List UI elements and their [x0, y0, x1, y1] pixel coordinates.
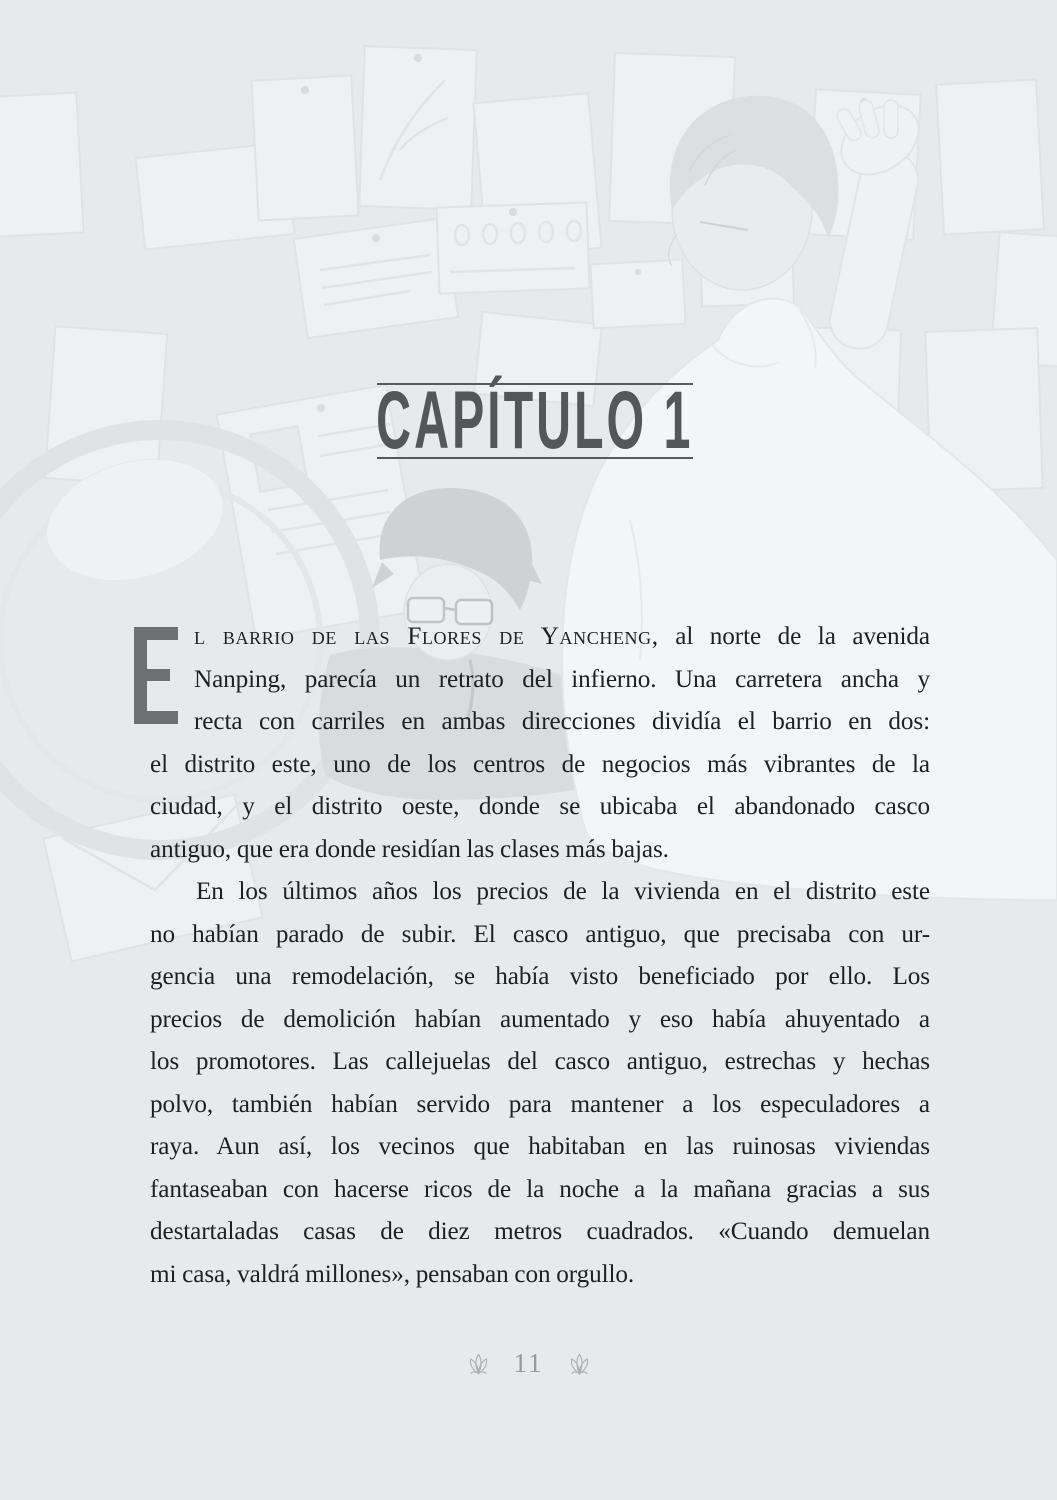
chapter-title: CAPÍTULO 1 [376, 375, 694, 467]
text-line: no habían parado de subir. El casco antiguo, que precisaba con ur- [150, 920, 930, 948]
text-line: Nanping, parecía un retrato del infierno. Una carretera ancha y [194, 665, 930, 693]
text-line: recta con carriles en ambas direcciones dividía el barrio en dos: [194, 708, 930, 735]
first-line-rest: al norte de la avenida [675, 623, 930, 650]
drop-cap-glyph [134, 627, 178, 724]
flower-ornament-right-icon [566, 1350, 593, 1377]
text-line: antiguo, que era donde residían las clases más bajas. [150, 835, 669, 863]
page-number: 11 [513, 1348, 544, 1378]
flower-ornament-left-icon [465, 1350, 492, 1377]
text-line: fantaseaban con hacerse ricos de la noche a la mañana gracias a sus [150, 1175, 930, 1203]
text-line: destartaladas casas de diez metros cuadrados. «Cuando demuelan [150, 1218, 930, 1245]
text-line: mi casa, valdrá millones», pensaban con orgullo. [150, 1260, 635, 1288]
text-line: ciudad, y el distrito oeste, donde se ubicaba el abandonado casco [150, 793, 930, 820]
chapter-title-block [376, 375, 694, 467]
paragraph-1 [150, 616, 930, 871]
smallcaps-text: l barrio de las Flores de Yancheng, [194, 623, 659, 650]
body-text [150, 616, 930, 1296]
drop-cap [134, 627, 178, 724]
text-line: precios de demolición habían aumentado y eso había ahuyentado a [150, 1005, 930, 1033]
text-line: raya. Aun así, los vecinos que habitaban en las ruinosas viviendas [150, 1133, 930, 1160]
paragraph-2 [150, 871, 930, 1296]
page-footer [0, 1350, 1057, 1377]
text-line: En los últimos años los precios de la vivienda en el distrito este [196, 878, 930, 905]
text-line: el distrito este, uno de los centros de negocios más vibrantes de la [150, 750, 930, 778]
text-line-first [150, 616, 930, 659]
text-line: los promotores. Las callejuelas del casco antiguo, estrechas y hechas [150, 1048, 930, 1075]
text-line: gencia una remodelación, se había visto beneficiado por ello. Los [150, 963, 930, 990]
text-line: polvo, también habían servido para mantener a los especuladores a [150, 1090, 930, 1118]
